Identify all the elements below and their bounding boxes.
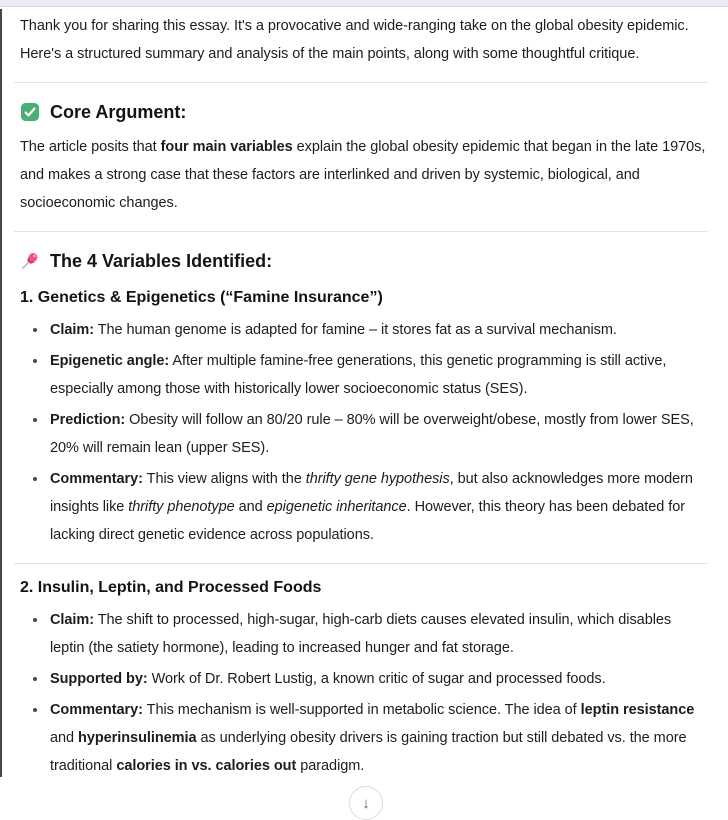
bullet-text: Supported by: Work of Dr. Robert Lustig, a known critic of sugar and processed foods.: [50, 671, 606, 687]
bullet-text: Claim: The shift to processed, high-sugar, high-carb diets causes elevated insulin, which disables leptin (the satiety hormone), leading to increased hunger and fat storage.: [50, 612, 672, 656]
bullet-icon: [33, 418, 37, 422]
check-mark-icon: [20, 102, 40, 122]
list-item: [20, 696, 708, 780]
variables-title: The 4 Variables Identified:: [50, 250, 273, 271]
section-divider: [14, 82, 708, 83]
bullet-icon: [33, 359, 37, 363]
bullet-text: Prediction: Obesity will follow an 80/20 rule – 80% will be overweight/obese, mostly from lower SES, 20% will remain lean (upper SES).: [50, 412, 694, 456]
scroll-to-bottom-button[interactable]: [349, 786, 383, 820]
section-divider: [14, 231, 708, 232]
bullet-icon: [33, 618, 37, 622]
pushpin-icon: [20, 251, 40, 271]
intro-paragraph: Thank you for sharing this essay. It's a provocative and wide-ranging take on the global obesity epidemic. Here's a structured summary and analysis of the main points, along with some thoughtful critique.: [20, 18, 689, 62]
list-item: [20, 347, 708, 403]
subsection-2-heading: 2. Insulin, Leptin, and Processed Foods: [20, 579, 322, 596]
bullet-icon: [33, 708, 37, 712]
list-item: [20, 665, 708, 693]
core-argument-paragraph: The article posits that four main variables explain the global obesity epidemic that began in the late 1970s, and makes a strong case that these factors are interlinked and driven by systemic, biological, and socioeconomic changes.: [20, 139, 706, 211]
bullet-text: Epigenetic angle: After multiple famine-free generations, this genetic programming is still active, especially among those with historically lower socioeconomic status (SES).: [50, 353, 667, 397]
list-item: [20, 606, 708, 662]
list-item: [20, 316, 708, 344]
bullet-text: Commentary: This view aligns with the thrifty gene hypothesis, but also acknowledges more modern insights like thrifty phenotype and epigenetic inheritance. However, this theory has been debated for lacking direct genetic evidence across populations.: [50, 471, 693, 543]
list-item: [20, 465, 708, 549]
list-item: [20, 406, 708, 462]
bullet-text: Commentary: This mechanism is well-supported in metabolic science. The idea of leptin resistance and hyperinsulinemia as underlying obesity drivers is gaining traction but still debated vs. the more traditional calories in vs. calories out paradigm.: [50, 702, 695, 774]
section-divider: [14, 563, 708, 564]
bullet-icon: [33, 477, 37, 481]
arrow-down-icon: ↓: [362, 794, 370, 812]
variables-heading: [20, 248, 708, 274]
bullet-text: Claim: The human genome is adapted for famine – it stores fat as a survival mechanism.: [50, 322, 617, 338]
bullet-icon: [33, 677, 37, 681]
subsection-1-list: [20, 316, 708, 549]
subsection-2-list: [20, 606, 708, 780]
core-argument-title: Core Argument:: [50, 101, 187, 122]
bullet-icon: [33, 328, 37, 332]
subsection-1-heading: 1. Genetics & Epigenetics (“Famine Insurance”): [20, 289, 383, 306]
core-argument-heading: [20, 99, 708, 125]
